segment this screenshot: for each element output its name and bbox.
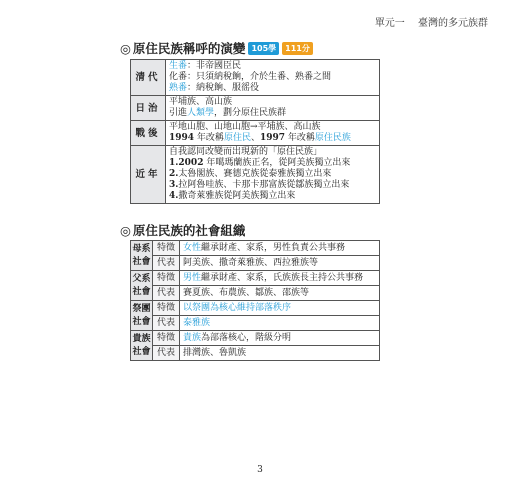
text-segment: 平埔族、高山族 [169,97,233,107]
text-segment: 自我認同改變而出現新的「原住民族」 [169,147,323,157]
row-value [180,286,380,301]
text-segment: 太魯閣族、賽德克族從泰雅族獨立出來 [178,169,332,179]
description-line [169,61,376,72]
highlight-term: 以祭團為核心維持部落秩序 [183,302,292,313]
society-type: 父系社會 [131,271,153,301]
unit-label: 單元一 [374,18,405,29]
description-line [169,191,376,202]
description-line [169,169,376,180]
description-line [169,83,376,94]
row-key: 代表 [153,316,180,331]
running-header [365,14,488,29]
highlight-term: 貴族 [183,332,202,343]
row-key: 代表 [153,286,180,301]
highlight-term: 原住民族 [314,133,351,143]
text-segment: 、 [250,133,260,143]
highlight-term: 人類學 [187,108,215,118]
era-label: 清代 [131,60,166,96]
text-segment: 拉阿魯哇族、卡那卡那富族從鄒族獨立出來 [178,180,350,190]
text-segment: 繼承財產、家系，男性負責公共事務 [201,242,346,253]
text-segment: 年改稱 [285,133,315,143]
society-type: 祭團社會 [131,301,153,331]
circle-mark-icon: ◎ [120,222,131,238]
era-description [166,96,380,121]
row-key: 特徵 [153,241,180,256]
era-description [166,146,380,204]
row-value [180,256,380,271]
table-row [131,346,380,361]
text-segment: 2002 [178,158,204,168]
row-key: 代表 [153,256,180,271]
naming-evolution-table [130,59,380,204]
era-label: 近年 [131,146,166,204]
era-label: 戰後 [131,121,166,146]
description-line [169,97,376,108]
era-description [166,121,380,146]
table-row [131,96,380,121]
text-segment: 3. [169,180,179,190]
unit-topic: 臺灣的多元族群 [418,18,488,29]
description-line [169,72,376,83]
description-line [169,180,376,191]
description-line [169,108,376,119]
section2-heading [120,221,245,239]
row-value [180,301,380,316]
highlight-term: 原住民 [223,133,251,143]
text-segment: 繼承財產、家系，氏族族長主持公共事務 [201,272,364,283]
text-segment: 1997 [259,133,286,143]
table-row [131,256,380,271]
table-row [131,301,380,316]
society-type: 母系社會 [131,241,153,271]
table-row [131,121,380,146]
section2-title: 原住民族的社會組織 [132,223,246,238]
description-line [169,147,376,158]
section1-title: 原住民族稱呼的演變 [132,41,246,56]
highlight-term: 女性 [183,242,202,253]
table-row [131,316,380,331]
circle-mark-icon: ◎ [120,40,131,56]
row-value [180,316,380,331]
highlight-term: 生番 [169,61,188,71]
era-label: 日治 [131,96,166,121]
text-segment: 2. [169,169,179,179]
text-segment: 年噶瑪蘭族正名，從阿美族獨立出來 [203,158,351,168]
text-segment: 1. [169,158,179,168]
text-segment: 平地山胞、山地山胞→平埔族、高山族 [169,122,321,132]
exam-badge-111: 111分 [282,42,313,55]
row-key: 特徵 [153,301,180,316]
row-key: 特徵 [153,331,180,346]
exam-badge-105: 105學 [248,42,279,55]
row-value [180,346,380,361]
text-segment: 為部落核心，階級分明 [201,332,292,343]
table-row [131,271,380,286]
table-row [131,241,380,256]
row-value [180,241,380,256]
description-line [169,133,376,144]
text-segment: 排灣族、魯凱族 [183,347,247,358]
text-segment: ，劃分原住民族群 [214,108,287,118]
row-value [180,271,380,286]
text-segment: 年改稱 [194,133,224,143]
society-type: 貴族社會 [131,331,153,361]
section1-heading [120,39,313,57]
text-segment: ：納稅餉、服徭役 [187,83,260,93]
table-row [131,146,380,204]
social-organization-table [130,240,380,361]
era-description [166,60,380,96]
highlight-term: 泰雅族 [183,317,211,328]
table-row [131,286,380,301]
table-row [131,331,380,346]
text-segment: 賽夏族、布農族、鄒族、邵族等 [183,287,310,298]
description-line [169,122,376,133]
highlight-term: 男性 [183,272,202,283]
description-line [169,158,376,169]
text-segment: 阿美族、撒奇萊雅族、西拉雅族等 [183,257,319,268]
row-key: 特徵 [153,271,180,286]
page-number: 3 [257,465,263,475]
highlight-term: 熟番 [169,83,188,93]
table-row [131,60,380,96]
text-segment: 1994 [169,133,195,143]
text-segment: 4. [169,191,179,201]
text-segment: 引進 [169,108,188,118]
row-key: 代表 [153,346,180,361]
text-segment: ：非帝國臣民 [187,61,242,71]
row-value [180,331,380,346]
text-segment: 撒奇萊雅族從阿美族獨立出來 [178,191,296,201]
text-segment: 化番：只須納稅餉，介於生番、熟番之間 [169,72,332,82]
